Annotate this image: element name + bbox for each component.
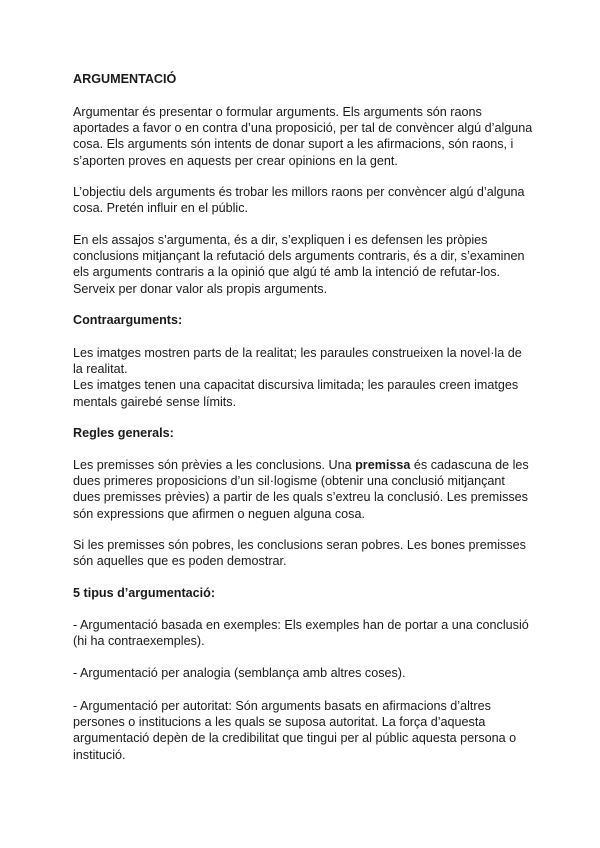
- document-title: ARGUMENTACIÓ: [73, 72, 177, 86]
- contraarguments-line-2: Les imatges tenen una capacitat discursiva limitada; les paraules creen imatges mentals gairebé sense límits.: [73, 378, 519, 409]
- regles-heading: Regles generals:: [73, 426, 174, 440]
- tipus-item-2: - Argumentació per analogia (semblança amb altres coses).: [73, 666, 406, 680]
- intro-paragraph-3: En els assajos s’argumenta, és a dir, s’expliquen i es defensen les pròpies conclusions mitjançant la refutació dels arguments contraris, és a dir, s’examinen els arguments contraris a la opinió que algú té amb la intenció de refutar-los. Serveix per donar valor als propis arguments.: [73, 233, 525, 296]
- tipus-item-3: - Argumentació per autoritat: Són arguments basats en afirmacions d’altres persones o institucions a les quals se suposa autoritat. La força d’aquesta argumentació depèn de la credibilitat que tingui per al públic aquesta persona o institució.: [73, 699, 517, 762]
- tipus-heading: 5 tipus d’argumentació:: [73, 586, 216, 600]
- regles-paragraph-1: Les premisses són prèvies a les conclusions. Una premissa és cadascuna de les dues primeres proposicions d’un sil·logisme (obtenir una conclusió mitjançant dues premisses prèvies) a partir de les quals s’extreu la conclusió. Les premisses són expressions que afirmen o neguen alguna cosa.: [73, 458, 529, 521]
- tipus-item-1: - Argumentació basada en exemples: Els exemples han de portar a una conclusió (hi ha contraexemples).: [73, 618, 529, 649]
- contraarguments-heading: Contraarguments:: [73, 313, 183, 327]
- contraarguments-body: [73, 345, 533, 410]
- premissa-term: premissa: [355, 458, 411, 472]
- intro-paragraph-1: Argumentar és presentar o formular arguments. Els arguments són raons aportades a favor o en contra d’una proposició, per tal de convèncer algú d’alguna cosa. Els arguments són intents de donar suport a les afirmacions, són raons, i s’aporten proves en aquests per crear opinions en la gent.: [73, 105, 533, 168]
- contraarguments-line-1: Les imatges mostren parts de la realitat; les paraules construeixen la novel·la de la realitat.: [73, 346, 522, 377]
- intro-paragraph-2: L’objectiu dels arguments és trobar les millors raons per convèncer algú d’alguna cosa. Pretén influir en el públic.: [73, 185, 525, 216]
- regles-paragraph-2: Si les premisses són pobres, les conclusions seran pobres. Les bones premisses són aquelles que es poden demostrar.: [73, 538, 526, 569]
